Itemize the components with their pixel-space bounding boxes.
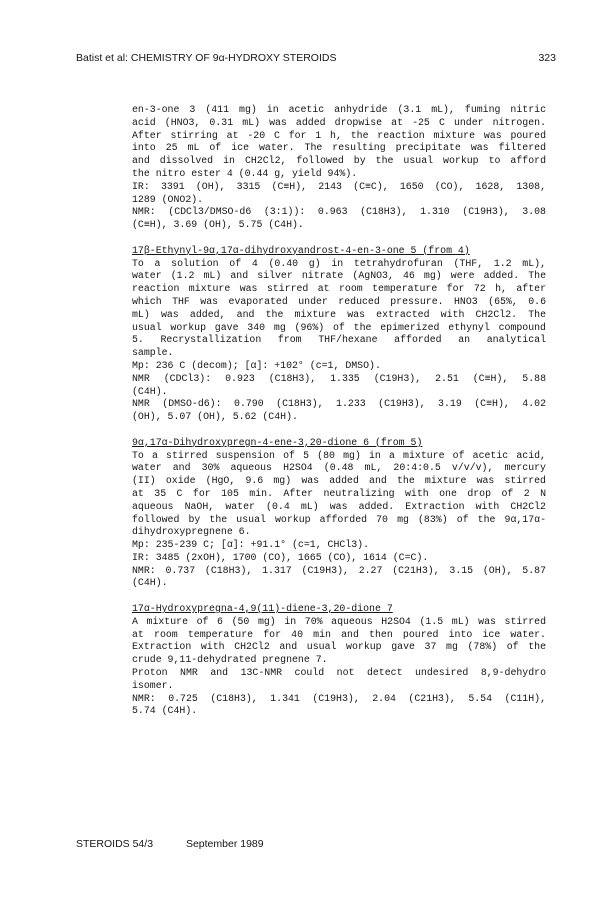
text-line: water (1.2 mL) and silver nitrate (AgNO3, 46 mg) were added. The: [132, 270, 546, 282]
text-line: 1289 (ONO2).: [132, 193, 204, 205]
text-line: into 25 mL of ice water. The resulting precipitate was filtered: [132, 142, 546, 154]
text-line: Extraction with CH2Cl2 and usual workup gave 37 mg (78%) of the: [132, 641, 546, 653]
text-line: A mixture of 6 (50 mg) in 70% aqueous H2SO4 (1.5 mL) was stirred: [132, 615, 546, 627]
text-line: en-3-one 3 (411 mg) in acetic anhydride (3.1 mL), fuming nitric: [132, 104, 546, 115]
text-line: usual workup gave 340 mg (96%) of the epimerized ethynyl compound: [132, 321, 546, 333]
text-line: NMR: 0.725 (C18H3), 1.341 (C19H3), 2.04 (C21H3), 5.54 (C11H),: [132, 692, 546, 704]
text-line: and dissolved in CH2Cl2, followed by the usual workup to afford: [132, 155, 546, 167]
text-line: NMR (CDCl3): 0.923 (C18H3), 1.335 (C19H3), 2.51 (C≡H), 5.88: [132, 372, 546, 384]
text-line: IR: 3485 (2xOH), 1700 (CO), 1665 (CO), 1614 (C=C).: [132, 551, 429, 563]
text-line: dihydroxypregnene 6.: [132, 526, 251, 538]
text-line: Mp: 235-239 C; [α]: +91.1° (c=1, CHCl3).: [132, 539, 370, 551]
paragraph-gap: [132, 590, 546, 603]
text-line: reaction mixture was stirred at room temperature for 72 h, after: [132, 283, 546, 295]
text-line: which THF was evaporated under reduced pressure. HNO3 (65%, 0.6: [132, 295, 546, 307]
text-line: at 35 C for 105 min. After neutralizing with one drop of 2 N: [132, 487, 546, 499]
text-line: (OH), 5.07 (OH), 5.62 (C4H).: [132, 411, 298, 423]
text-line: Mp: 236 C (decom); [α]: +102° (c=1, DMSO).: [132, 359, 381, 371]
text-line: (C≡H), 3.69 (OH), 5.75 (C4H).: [132, 219, 304, 231]
text-line: isomer.: [132, 679, 174, 691]
journal-issue: STEROIDS 54/3: [76, 838, 154, 850]
page-footer: [76, 838, 264, 850]
text-line: NMR: 0.737 (C18H3), 1.317 (C19H3), 2.27 (C21H3), 3.15 (OH), 5.87: [132, 564, 546, 576]
text-line: mL) was added, and the mixture was extracted with CH2Cl2. The: [132, 308, 546, 320]
text-line: To a stirred suspension of 5 (80 mg) in a mixture of acetic acid,: [132, 449, 546, 461]
text-line: followed by the usual workup afforded 70 mg (83%) of the 9α,17α-: [132, 513, 546, 525]
text-line: aqueous NaOH, water (0.4 mL) was added. Extraction with CH2Cl2: [132, 500, 546, 512]
text-line: 5. Recrystallization from THF/hexane afforded an analytical: [132, 334, 546, 346]
text-line: the nitro ester 4 (0.44 g, yield 94%).: [132, 167, 358, 179]
text-line: IR: 3391 (OH), 3315 (C≡H), 2143 (C≡C), 1650 (CO), 1628, 1308,: [132, 180, 546, 192]
text-line: 5.74 (C4H).: [132, 705, 198, 717]
text-line: (II) oxide (HgO, 9.6 mg) was added and the mixture was stirred: [132, 475, 546, 487]
running-title: Batist et al: CHEMISTRY OF 9α-HYDROXY STEROIDS: [76, 52, 337, 64]
issue-date: September 1989: [185, 838, 264, 850]
page-number: 323: [538, 52, 556, 64]
text-line: After stirring at -20 C for 1 h, the reaction mixture was poured: [132, 129, 546, 141]
text-line: sample.: [132, 347, 174, 359]
text-line: (C4H).: [132, 577, 168, 589]
text-line: crude 9,11-dehydrated pregnene 7.: [132, 654, 328, 666]
text-line: Proton NMR and 13C-NMR could not detect undesired 8,9-dehydro: [132, 667, 546, 679]
paragraph-gap: [132, 424, 546, 437]
text-line: acid (HNO3, 0.31 mL) was added dropwise at -25 C under nitrogen.: [132, 116, 546, 128]
text-line: NMR (DMSO-d6): 0.790 (C18H3), 1.233 (C19H3), 3.19 (C≡H), 4.02: [132, 398, 546, 410]
text-line: NMR: (CDCl3/DMSO-d6 (3:1)): 0.963 (C18H3), 1.310 (C19H3), 3.08: [132, 206, 546, 218]
text-line: (C4H).: [132, 385, 168, 397]
text-line: To a solution of 4 (0.40 g) in tetrahydrofuran (THF, 1.2 mL),: [132, 257, 546, 269]
article-body: [132, 104, 546, 718]
text-line: at room temperature for 40 min and then poured into ice water.: [132, 628, 546, 640]
paragraph-gap: [132, 232, 546, 245]
section-heading: 17β-Ethynyl-9α,17α-dihydroxyandrost-4-en-3-one 5 (from 4): [132, 244, 470, 256]
section-heading: 17α-Hydroxypregna-4,9(11)-diene-3,20-dione 7: [132, 603, 393, 615]
text-line: water and 30% aqueous H2SO4 (0.48 mL, 20:4:0.5 v/v/v), mercury: [132, 462, 546, 474]
section-heading: 9α,17α-Dihydroxypregn-4-ene-3,20-dione 6 (from 5): [132, 436, 423, 448]
